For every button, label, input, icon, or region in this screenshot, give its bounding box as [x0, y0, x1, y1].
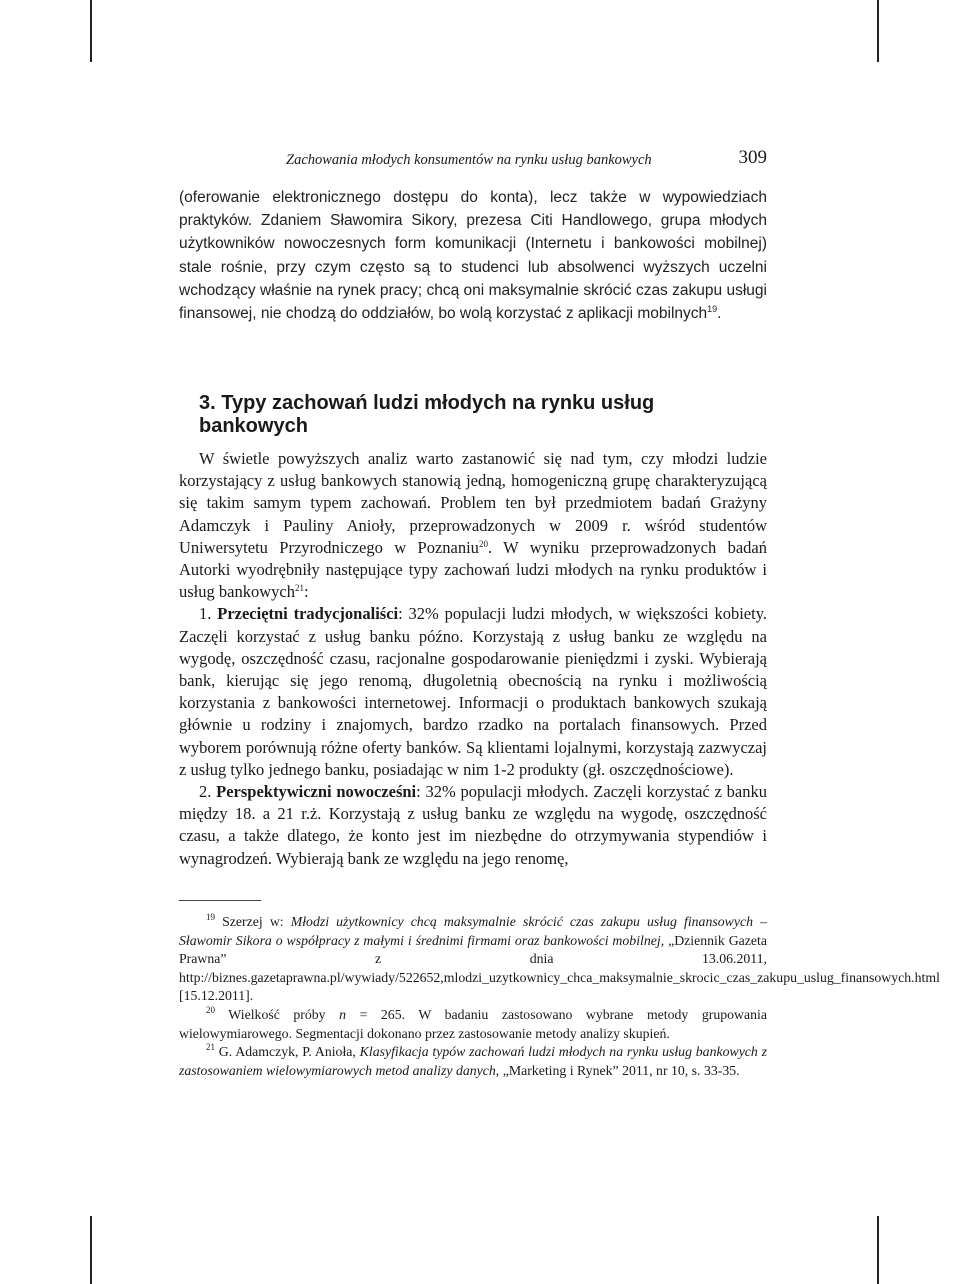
- paragraph-text: W świetle powyższych analiz warto zastanowić się nad tym, czy młodzi ludzie korzystający z usług bankowych stanowią jedną, homogeniczną grupę charakteryzującą się takim samym typem zachowań. Problem ten był przedmiotem badań Grażyny Adamczyk i Pauliny Anioły, przeprowadzonych w 2009 r. wśród studentów Uniwersytetu Przyrodniczego w Poznaniu: [179, 449, 767, 557]
- list-term: Przeciętni tradycjonaliści: [217, 604, 399, 624]
- footnote-number: 21: [206, 1042, 215, 1053]
- list-item: [179, 781, 767, 870]
- footnote-text: Szerzej w:: [222, 914, 291, 929]
- footnote-text: , „Marketing i Rynek” 2011, nr 10, s. 33-35.: [495, 1062, 740, 1078]
- paragraph-text: :: [303, 582, 309, 602]
- footnote-number: 20: [206, 1004, 215, 1015]
- footnote-variable: n: [339, 1006, 347, 1022]
- list-number: 2.: [199, 782, 212, 802]
- footnote-title: Klasyfikacja typów zachowań ludzi młodych na rynku usług bankowych z zastosowaniem wielowymiarowych metod analizy danych: [179, 1044, 767, 1078]
- footnote-ref-19[interactable]: 19: [707, 304, 718, 315]
- footnote-separator: [179, 900, 261, 901]
- list-number: 1.: [199, 604, 212, 624]
- list-text: : 32% populacji ludzi młodych, w większości kobiety. Zaczęli korzystać z usług banku późno. Korzystają z usług banku ze względu na wygodę, oszczędność czasu, racjonalne gospodarowanie pieniędzmi i zyski. Wybierają bank, kierując się jego renomą, długoletnią obecnością na rynku i możliwością korzystania z bankowości internetowej. Informacji o produktach bankowych szukają głównie u rodziny i znajomych, bardzo rzadko na portalach finansowych. Przed wyborem porównują różne oferty banków. Są klientami lojalnymi, korzystają zazwyczaj z usług tylko jednego banku, posiadając w nim 1-2 produkty (gł. oszczędnościowe).: [179, 604, 767, 779]
- footnote-19: [179, 912, 940, 1006]
- section-heading: 3. Typy zachowań ludzi młodych na rynku usług bankowych: [199, 392, 655, 437]
- intro-paragraph: [179, 186, 767, 325]
- footnote-text: , „Dziennik Gazeta Prawna” z dnia 13.06.2011, http://biznes.gazetaprawna.pl/wywiady/522652,mlodzi_uzytkownicy_chca_maksymalnie_skrocic_czas_zakupu_uslug_finansowych.html [15.12.2011].: [179, 932, 940, 1004]
- crop-mark-bottom-right: [877, 1216, 879, 1284]
- footnote-ref-21[interactable]: 21: [294, 583, 304, 594]
- footnote-text: G. Adamczyk, P. Anioła,: [218, 1044, 360, 1060]
- paragraph: [179, 448, 767, 603]
- crop-mark-top-right: [877, 0, 879, 62]
- running-header: [179, 146, 767, 174]
- page-number: 309: [738, 147, 767, 168]
- crop-mark-bottom-left: [90, 1216, 92, 1284]
- intro-text: (oferowanie elektronicznego dostępu do konta), lecz także w wypowiedziach praktyków. Zdaniem Sławomira Sikory, prezesa Citi Handlowego, grupa młodych użytkowników nowoczesnych form komunikacji (Internetu i bankowości mobilnej) stale rośnie, przy czym często są to studenci lub absolwenci wyższych uczelni wchodzący właśnie na rynek pracy; chcą oni maksymalnie skrócić czas zakupu usługi finansowej, nie chodzą do oddziałów, bo wolą korzystać z aplikacji mobilnych: [179, 189, 767, 323]
- paragraph-text: . W wyniku przeprowadzonych badań Autorki wyodrębniły następujące typy zachowań ludzi młodych na rynku produktów i usług bankowych: [179, 537, 768, 602]
- footnote-text: = 265. W badaniu zastosowano wybrane metody grupowania wielowymiarowego. Segmentacji dokonano przez zastosowanie metody analizy skupień.: [179, 1006, 768, 1041]
- list-term: Perspektywiczni nowocześni: [216, 782, 417, 802]
- running-title: Zachowania młodych konsumentów na rynku usług bankowych: [286, 152, 652, 168]
- footnote-number: 19: [206, 912, 215, 922]
- body-text: [179, 448, 767, 870]
- footnote-text: Wielkość próby: [228, 1006, 340, 1022]
- footnote-title: Młodzi użytkownicy chcą maksymalnie skrócić czas zakupu usług finansowych – Sławomir Sikora o współpracy z małymi i średnimi firmami oraz bankowości mobilnej: [179, 914, 767, 948]
- intro-end: .: [717, 305, 722, 323]
- footnote-ref-20[interactable]: 20: [478, 538, 488, 549]
- footnotes: [179, 912, 940, 1080]
- footnote-20: [179, 1006, 767, 1043]
- list-text: : 32% populacji młodych. Zaczęli korzystać z banku między 18. a 21 r.ż. Korzystają z usług banku ze względu na wygodę, oszczędność czasu, a także dlatego, że konto jest im niezbędne do otrzymywania stypendiów i wynagrodzeń. Wybierają bank ze względu na jego renomę,: [179, 782, 767, 868]
- crop-mark-top-left: [90, 0, 92, 62]
- list-item: [179, 603, 767, 781]
- footnote-21: [179, 1043, 767, 1080]
